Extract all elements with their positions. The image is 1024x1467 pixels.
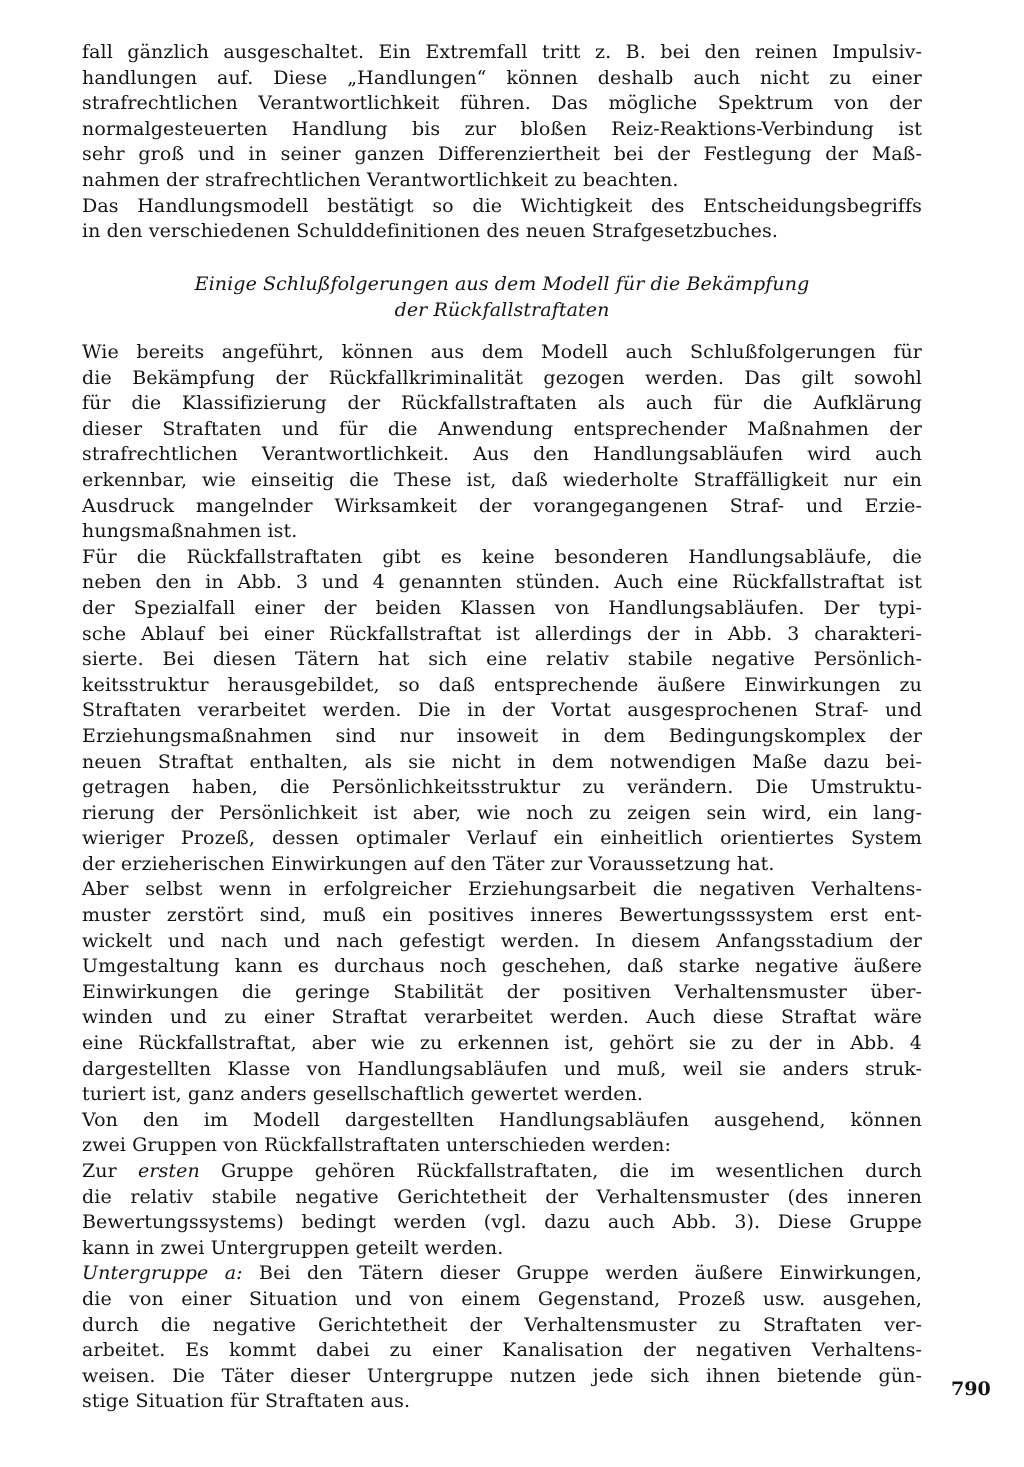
text-run: Gruppe gehören Rückfallstraftaten, die im wesentlichen durch bbox=[199, 1160, 922, 1182]
text-line: dargestellten Klasse von Handlungsabläufen und muß, weil sie anders struk- bbox=[82, 1057, 922, 1080]
emphasis-text: Untergruppe a: bbox=[82, 1262, 243, 1285]
text-line: winden und zu einer Straftat verarbeitet werden. Auch diese Straftat wäre bbox=[82, 1006, 922, 1029]
text-line: sche Ablauf bei einer Rückfallstraftat ist allerdings der in Abb. 3 charakteri- bbox=[82, 622, 922, 645]
text-line: getragen haben, die Persönlichkeitsstruktur zu verändern. Die Umstruktu- bbox=[82, 776, 922, 799]
text-line: der erzieherischen Einwirkungen auf den Täter zur Voraussetzung hat. bbox=[82, 852, 775, 875]
text-line: dieser Straftaten und für die Anwendung entsprechender Maßnahmen der bbox=[82, 417, 922, 440]
text-run: Zur bbox=[82, 1160, 138, 1182]
emphasis-text: ersten bbox=[137, 1160, 200, 1182]
text-line: Straftaten verarbeitet werden. Die in der Vortat ausgesprochenen Straf- und bbox=[82, 699, 922, 722]
text-line: eine Rückfallstraftat, aber wie zu erkennen ist, gehört sie zu der in Abb. 4 bbox=[82, 1032, 922, 1055]
heading-line: der Rückfallstraftaten bbox=[394, 298, 610, 321]
text-line: wickelt und nach und nach gefestigt werden. In diesem Anfangsstadium der bbox=[82, 929, 922, 952]
text-line: Umgestaltung kann es durchaus noch geschehen, daß starke negative äußere bbox=[82, 955, 922, 978]
text-line: strafrechtlichen Verantwortlichkeit. Aus den Handlungsabläufen wird auch bbox=[82, 443, 922, 466]
text-run: Bei den Tätern dieser Gruppe werden äußere Einwirkungen, bbox=[242, 1262, 922, 1285]
text-line bbox=[82, 1159, 922, 1185]
text-line: die relativ stabile negative Gerichtetheit der Verhaltensmuster (des inneren bbox=[82, 1185, 922, 1208]
text-line: keitsstruktur herausgebildet, so daß entsprechende äußere Einwirkungen zu bbox=[82, 673, 922, 696]
text-line: neben den in Abb. 3 und 4 genannten stünden. Auch eine Rückfallstraftat ist bbox=[82, 571, 922, 594]
text-line: handlungen auf. Diese „Handlungen“ können deshalb auch nicht zu einer bbox=[82, 66, 922, 89]
text-line: weisen. Die Täter dieser Untergruppe nutzen jede sich ihnen bietende gün- bbox=[82, 1364, 922, 1387]
text-line: durch die negative Gerichtetheit der Verhaltensmuster zu Straftaten ver- bbox=[82, 1313, 922, 1336]
text-line: Einwirkungen die geringe Stabilität der positiven Verhaltensmuster über- bbox=[82, 980, 922, 1003]
text-line: wieriger Prozeß, dessen optimaler Verlauf ein einheitlich orientiertes System bbox=[82, 827, 922, 850]
text-line: fall gänzlich ausgeschaltet. Ein Extremfall tritt z. B. bei den reinen Impulsiv- bbox=[82, 41, 922, 63]
text-line: die von einer Situation und von einem Gegenstand, Prozeß usw. ausgehen, bbox=[82, 1287, 922, 1310]
text-line: Für die Rückfallstraftaten gibt es keine besonderen Handlungsabläufe, die bbox=[82, 545, 922, 568]
text-line: für die Klassifizierung der Rückfallstraftaten als auch für die Aufklärung bbox=[82, 392, 922, 415]
text-line: muster zerstört sind, muß ein positives inneres Bewertungsssystem erst ent- bbox=[82, 904, 922, 927]
text-line: kann in zwei Untergruppen geteilt werden. bbox=[82, 1236, 504, 1259]
text-line: Aber selbst wenn in erfolgreicher Erziehungsarbeit die negativen Verhaltens- bbox=[82, 878, 922, 901]
main-body bbox=[82, 340, 922, 1415]
text-line: strafrechtlichen Verantwortlichkeit führen. Das mögliche Spektrum von der bbox=[82, 92, 922, 115]
heading-line: Einige Schlußfolgerungen aus dem Modell für die Bekämpfung bbox=[194, 273, 810, 295]
text-line: hungsmaßnahmen ist. bbox=[82, 520, 298, 543]
text-line: rierung der Persönlichkeit ist aber, wie noch zu zeigen sein wird, ein lang- bbox=[82, 801, 922, 824]
text-line: Das Handlungsmodell bestätigt so die Wichtigkeit des Entscheidungsbegriffs bbox=[82, 194, 922, 217]
text-line: der Spezialfall einer der beiden Klassen von Handlungsabläufen. Der typi- bbox=[82, 596, 922, 619]
top-paragraphs bbox=[82, 40, 922, 245]
text-line bbox=[82, 1261, 922, 1287]
text-line: arbeitet. Es kommt dabei zu einer Kanalisation der negativen Verhaltens- bbox=[82, 1339, 922, 1362]
text-line: neuen Straftat enthalten, als sie nicht in dem notwendigen Maße dazu bei- bbox=[82, 750, 922, 773]
text-line: normalgesteuerten Handlung bis zur bloßen Reiz-Reaktions-Verbindung ist bbox=[82, 117, 922, 140]
text-line: nahmen der strafrechtlichen Verantwortlichkeit zu beachten. bbox=[82, 168, 679, 191]
text-line: Bewertungssystems) bedingt werden (vgl. dazu auch Abb. 3). Diese Gruppe bbox=[82, 1211, 922, 1234]
text-line: in den verschiedenen Schulddefinitionen des neuen Strafgesetzbuches. bbox=[82, 220, 779, 243]
text-line: Von den im Modell dargestellten Handlungsabläufen ausgehend, können bbox=[82, 1108, 922, 1131]
text-line: Ausdruck mangelnder Wirksamkeit der vorangegangenen Straf- und Erzie- bbox=[82, 494, 922, 517]
text-line: turiert ist, ganz anders gesellschaftlich gewertet werden. bbox=[82, 1083, 644, 1106]
text-line: stige Situation für Straftaten aus. bbox=[82, 1390, 411, 1413]
page-number: 790 bbox=[951, 1378, 991, 1400]
text-line: zwei Gruppen von Rückfallstraftaten unterschieden werden: bbox=[82, 1134, 671, 1157]
text-line: sehr groß und in seiner ganzen Differenziertheit bei der Festlegung der Maß- bbox=[82, 143, 922, 166]
text-line: erkennbar, wie einseitig die These ist, daß wiederholte Straffälligkeit nur ein bbox=[82, 468, 922, 491]
section-heading bbox=[82, 272, 922, 323]
text-line: Wie bereits angeführt, können aus dem Modell auch Schlußfolgerungen für bbox=[82, 341, 922, 363]
text-line: die Bekämpfung der Rückfallkriminalität gezogen werden. Das gilt sowohl bbox=[82, 366, 922, 389]
text-line: Erziehungsmaßnahmen sind nur insoweit in dem Bedingungskomplex der bbox=[82, 724, 922, 747]
text-line: sierte. Bei diesen Tätern hat sich eine relativ stabile negative Persönlich- bbox=[82, 648, 922, 671]
